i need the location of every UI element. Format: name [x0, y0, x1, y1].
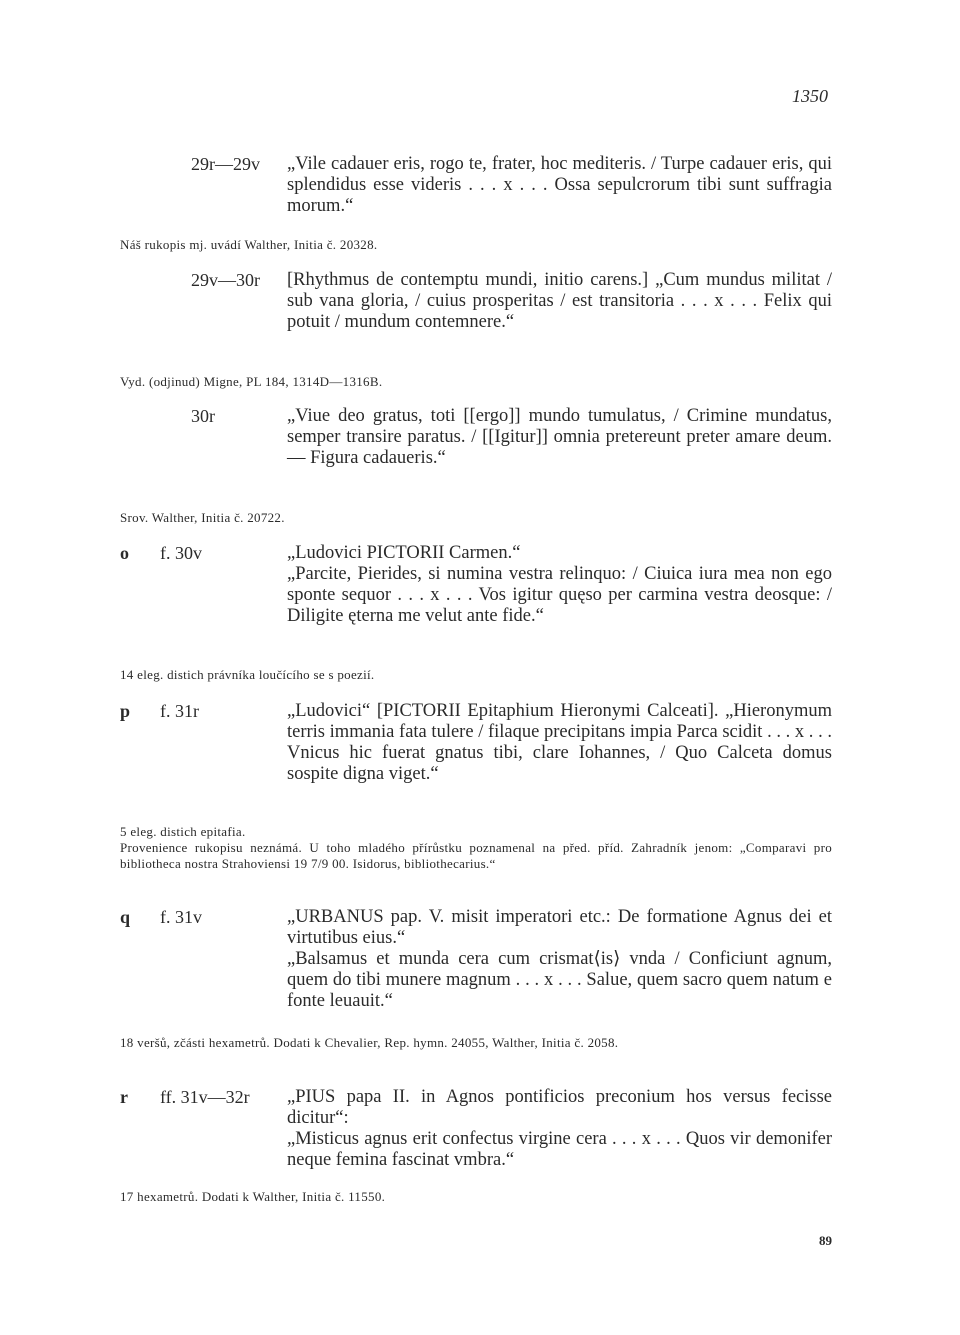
- text-line: „Parcite, Pierides, si numina vestra relinquo: / Ciuica iura mea non ego sponte sequor . . . x . . . Vos igitur quęso per carmina vestra deosque: / Diligite ęterna me velut ante fide.“: [287, 564, 832, 626]
- entry-note: [120, 237, 832, 253]
- folio-ref: 29r—29v: [191, 154, 260, 174]
- siglum: r: [120, 1087, 128, 1107]
- siglum: o: [120, 543, 129, 563]
- text-line: „Viue deo gratus, toti [[ergo]] mundo tumulatus, / Crimine mundatus, semper transire paratus. / [[Igitur]] omnia pretereunt preter amare deum. — Figura cadaueris.“: [287, 406, 832, 468]
- note-line: 17 hexametrů. Dodati k Walther, Initia č. 11550.: [120, 1189, 386, 1204]
- entry-text: [287, 701, 832, 785]
- entry-text: [287, 907, 832, 1012]
- text-line: „Ludovici PICTORII Carmen.“: [287, 543, 521, 563]
- entry-note: [120, 1035, 832, 1051]
- entry-note: [120, 824, 832, 872]
- note-line: Provenience rukopisu neznámá. U toho mladého přírůstku poznamenal na před. příd. Zahradník jenom: „Comparavi pro bibliotheca nostra Strahoviensi 19 7/9 00. Isidorus, bibliothecarius.“: [120, 840, 832, 871]
- entry-note: [120, 667, 832, 683]
- folio-ref: f. 30v: [160, 543, 202, 563]
- entry-note: [120, 374, 832, 390]
- folio-ref: f. 31v: [160, 907, 202, 927]
- entry-note: [120, 510, 832, 526]
- entry-text: [287, 543, 832, 627]
- note-line: Srov. Walther, Initia č. 20722.: [120, 510, 285, 525]
- siglum: q: [120, 907, 131, 927]
- folio-ref: 29v—30r: [191, 270, 260, 290]
- entry-text: [287, 154, 832, 217]
- text-line: „URBANUS pap. V. misit imperatori etc.: De formatione Agnus dei et virtutibus eius.“: [287, 907, 832, 948]
- folio-ref: ff. 31v—32r: [160, 1087, 250, 1107]
- entry-text: [287, 406, 832, 469]
- note-line: Náš rukopis mj. uvádí Walther, Initia č. 20328.: [120, 237, 378, 252]
- page-number-top: 1350: [792, 86, 828, 106]
- entry-text: [287, 1087, 832, 1171]
- note-line: 5 eleg. distich epitafia.: [120, 824, 246, 839]
- text-line: „PIUS papa II. in Agnos pontificios preconium hos versus fecisse dicitur“:: [287, 1087, 832, 1128]
- text-line: „Misticus agnus erit confectus virgine cera . . . x . . . Quos vir demonifer neque femina fascinat vmbra.“: [287, 1129, 832, 1170]
- text-line: „Vile cadauer eris, rogo te, frater, hoc mediteris. / Turpe cadauer eris, qui splendidus esse videris . . . x . . . Ossa sepulcrorum tibi sunt suffragia morum.“: [287, 154, 832, 216]
- note-line: 18 veršů, zčásti hexametrů. Dodati k Chevalier, Rep. hymn. 24055, Walther, Initia č. 2058.: [120, 1035, 619, 1050]
- entry-text: [287, 270, 832, 333]
- siglum: p: [120, 701, 131, 721]
- page-number-bottom: 89: [819, 1233, 832, 1248]
- folio-ref: 30r: [191, 406, 215, 426]
- folio-ref: f. 31r: [160, 701, 199, 721]
- entry-note: [120, 1189, 832, 1205]
- note-line: Vyd. (odjinud) Migne, PL 184, 1314D—1316B.: [120, 374, 383, 389]
- text-line: [Rhythmus de contemptu mundi, initio carens.] „Cum mundus militat / sub vana gloria, / cuius prosperitas / est transitoria . . . x . . . Felix qui potuit / mundum contemnere.“: [287, 270, 832, 332]
- text-line: „Ludovici“ [PICTORII Epitaphium Hieronymi Calceati]. „Hieronymum terris immania fata tulere / filaque precipitans impia Parca scidit . . . x . . . Vnicus hic fuerat gnatus tibi, clare Iohannes, / Quo Calceta domus sospite digna viget.“: [287, 701, 832, 784]
- note-line: 14 eleg. distich právníka loučícího se s poezií.: [120, 667, 375, 682]
- text-line: „Balsamus et munda cera cum crismat⟨is⟩ vnda / Conficiunt agnum, quem do tibi munere magnum . . . x . . . Salue, quem sacro quem natum e fonte leuauit.“: [287, 949, 832, 1011]
